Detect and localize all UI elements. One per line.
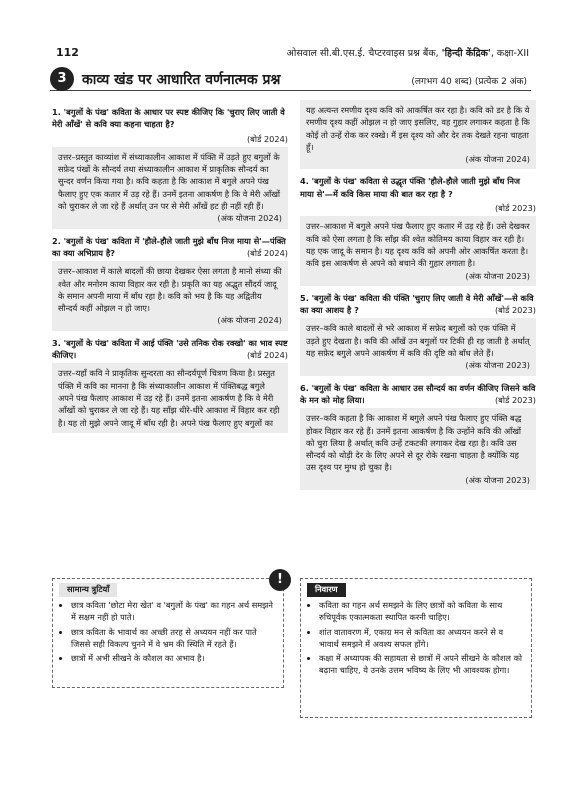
question-4-board: (बोर्ड 2023): [494, 203, 536, 214]
remedy-list: [307, 600, 525, 677]
question-5-text: 5. 'बगुलों के पंख' कविता की पंक्ति 'चुराए लिए जाती वे मेरी आँखें'—से कवि का क्या आशय है ?: [300, 292, 534, 316]
question-2-board: (बोर्ड 2024): [246, 247, 288, 258]
answer-4: [300, 216, 536, 285]
section-meta: (लगभग 40 शब्द) (प्रत्येक 2 अंक): [411, 77, 527, 87]
question-5: [300, 292, 536, 317]
warning-icon: !: [269, 569, 291, 591]
remedy-box: [300, 578, 532, 718]
answer-3-ref: (अंक योजना 2024): [465, 154, 530, 165]
book-title-bold: 'हिन्दी केंद्रिक': [441, 48, 491, 59]
common-mistakes-list: [59, 600, 277, 665]
question-3-text: 3. 'बगुलों के पंख' कविता में आई पंक्ति 'उसे तनिक रोक रक्खो' का भाव स्पष्ट कीजिए।: [52, 337, 288, 361]
common-mistakes-box: [52, 572, 284, 688]
answer-3-continued: [300, 100, 536, 169]
book-title-prefix: ओसवाल सी.बी.एस.ई. चैप्टरवाइस प्रश्न बैंक,: [286, 48, 439, 59]
answer-4-text: उत्तर–आकाश में बगुले अपने पंख फैलाए हुए कतार में उड़ रहे हैं। उसे देखकर कवि को ऐसा लगता है कि साँझ की श्वेत कोतिमय काया विहार कर रही है। यह एक जादू के समान है। यह दृश्य कवि को अपनी ओर आकर्षित करता है। कवि इस आकर्षण से अपने को बचाने की गुहार लगाता है।: [306, 221, 530, 269]
question-5-board: (बोर्ड 2023): [494, 305, 536, 316]
answer-5-text: उत्तर–कवि काले बादलों से भरे आकाश में सफ़ेद बगुलों को एक पंक्ति में उड़ते हुए देखता है। कवि की आँखें उन बगुलों पर टिकी ही रह जाती है अर्थात् यह सफ़ेद बगुले अपने आकर्षण में कवि की दृष्टि को बाँध लेते हैं।: [306, 323, 530, 359]
question-6-text: 6. 'बगुलों के पंख' कविता के आधार उस सौन्दर्य का वर्णन कीजिए जिसने कवि के मन को मोह लिया।: [300, 382, 536, 405]
list-item: • छात्रों में अभी सीखने के कौशल का अभाव है।: [71, 653, 277, 665]
book-title: [287, 46, 529, 59]
answer-6-ref: (अंक योजना 2023): [465, 474, 530, 485]
answer-3-text: उत्तर–यहाँ कवि ने प्राकृतिक सुन्दरता का सौन्दर्यपूर्ण चित्रण किया है। प्रस्तुत पंक्ति में कवि का मानना है कि संध्याकालीन आकाश में पंक्तिबद्ध बगुले अपने पंख फैलाए आकाश में उड़ रहे हैं। उनमें इतना आकर्षण है कि वे मेरी आँखों को चुराकर ले जा रहे हैं। यह साँझ धीरे-धीरे आकाश में विहार कर रही है। यह तो मुझे अपने जादू में बाँध रही है। अपने पंख फैलाए हुए बगुलों का: [58, 368, 280, 428]
list-item: • कविता का गहन अर्थ समझने के लिए छात्रों को कविता के साथ रुचिपूर्वक एकात्मकता स्थापित करनी चाहिए।: [319, 600, 525, 624]
answer-5: [300, 318, 536, 375]
question-3: [52, 337, 288, 362]
answer-1-ref: (अंक योजना 2024): [217, 213, 282, 224]
list-item: • कक्षा में अध्यापक की सहायता से छात्रों में अपने सीखने के कौशल को बढ़ाना चाहिए, ये उनके उत्तम भविष्य के लिए भी आवश्यक होगा।: [319, 653, 525, 677]
answer-2-text: उत्तर–आकाश में काले बादलों की छाया देखकर ऐसा लगता है मानो संध्या की श्वेत और मनोरम काया विहार कर रही है। प्रकृति का यह अद्भुत सौंदर्य जादू के समान अपनी माया में बाँध रहा है। कवि को भय है कि यह अद्वितीय सौन्दर्य कहीं ओझल न हो जाए।: [58, 266, 282, 314]
answer-5-ref: (अंक योजना 2023): [465, 360, 530, 371]
remedy-title: निवारण: [307, 583, 346, 597]
section-title: काव्य खंड पर आधारित वर्णनात्मक प्रश्न: [82, 72, 281, 88]
answer-4-ref: (अंक योजना 2023): [465, 270, 530, 281]
question-1: [52, 106, 288, 131]
answer-3: [52, 363, 288, 432]
question-3-board: (बोर्ड 2024): [246, 350, 288, 361]
answer-2-ref: (अंक योजना 2024): [217, 315, 282, 326]
question-1-text: 1. 'बगुलों के पंख' कविता के आधार पर स्पष्ट कीजिए कि 'चुराए लिए जाती वे मेरी आँखें' से कवि क्या कहना चाहता है?: [52, 107, 285, 130]
answer-1-text: उत्तर–प्रस्तुत काव्यांश में संध्याकालीन आकाश में पंक्ति में उड़ते हुए बगुलों के सफ़ेद पंखों के सौन्दर्य तथा संध्याकालीन आकाश में प्राकृतिक सौन्दर्य का सुन्दर वर्णन किया गया है। कवि कहता है कि आकाश में बगुले अपने पंख फैलाए हुए एक कतार में उड़ रहे हैं। उनमें इतना आकर्षण है कि वे मेरी आँखों को चुराकर ले जा रहे हैं अर्थात् उन पर से मेरी आँखें हट ही नहीं रही हैं।: [58, 151, 281, 212]
question-6: [300, 382, 536, 407]
section-heading: [50, 67, 531, 91]
question-2: [52, 235, 288, 260]
right-column: [300, 100, 536, 496]
left-column: [52, 100, 288, 439]
question-4: [300, 175, 536, 200]
list-item: • छात्र कविता 'छोटा मेरा खेत' व 'बगुलों के पंख' का गहन अर्थ समझने में सक्षम नहीं हो पाते।: [71, 600, 277, 624]
answer-6-text: उत्तर–कवि कहता है कि आकाश में बगुले अपने पंख फैलाए हुए पंक्ति बद्ध होकर विहार कर रहे हैं। उनमें इतना आकर्षण है कि उन्होंने कवि की आँखों को चुरा लिया है अर्थात् कवि उन्हें टकटकी लगाकर देख रहा है। कवि उस सौन्दर्य को थोड़ी देर के लिए अपने से दूर रोके रखना चाहता है क्योंकि यह उस दृश्य पर मुग्ध हो चुका है।: [306, 413, 522, 473]
question-6-board: (बोर्ड 2023): [494, 394, 536, 405]
question-1-board: (बोर्ड 2024): [246, 133, 288, 144]
answer-2: [52, 261, 288, 330]
question-2-text: 2. 'बगुलों के पंख' कविता में 'हौले-हौले जाती मुझे बाँध निज माया से'—पंक्ति का क्या अभिप्राय है?: [52, 235, 286, 258]
page-number: 112: [56, 46, 79, 59]
list-item: • शांत वातावरण में, एकाग्र मन से कविता का अध्ययन करने से व भावार्थ समझने में अवश्य सफल होंगे।: [319, 627, 525, 651]
list-item: • छात्र कविता के भावार्थ का अच्छी तरह से अध्ययन नहीं कर पाते जिससे सही विकल्प चुनने में वे भ्रम की स्थिति में रहते हैं।: [71, 627, 277, 651]
answer-6: [300, 408, 536, 490]
answer-1: [52, 147, 288, 229]
section-number: 3: [50, 67, 74, 91]
book-title-suffix: , कक्षा-XII: [490, 48, 529, 59]
question-4-text: 4. 'बगुलों के पंख' कविता से उद्धृत पंक्ति 'हौले-हौले जाती मुझे बाँध निज माया से'—में कवि किस माया की बात कर रहा है ?: [300, 176, 521, 199]
answer-3-continued-text: यह अत्यन्त रमणीय दृश्य कवि को आकर्षित कर रहा है। कवि को डर है कि ये रमणीय दृश्य कहीं ओझल न हो जाए इसलिए, वह गुहार लगाकर कहता है कि कोई तो उन्हें रोक कर रक्खे। मैं इस दृश्य को और देर तक देखते रहना चाहता हूँ।: [306, 105, 530, 152]
common-mistakes-title: सामान्य त्रुटियाँ: [59, 583, 117, 597]
